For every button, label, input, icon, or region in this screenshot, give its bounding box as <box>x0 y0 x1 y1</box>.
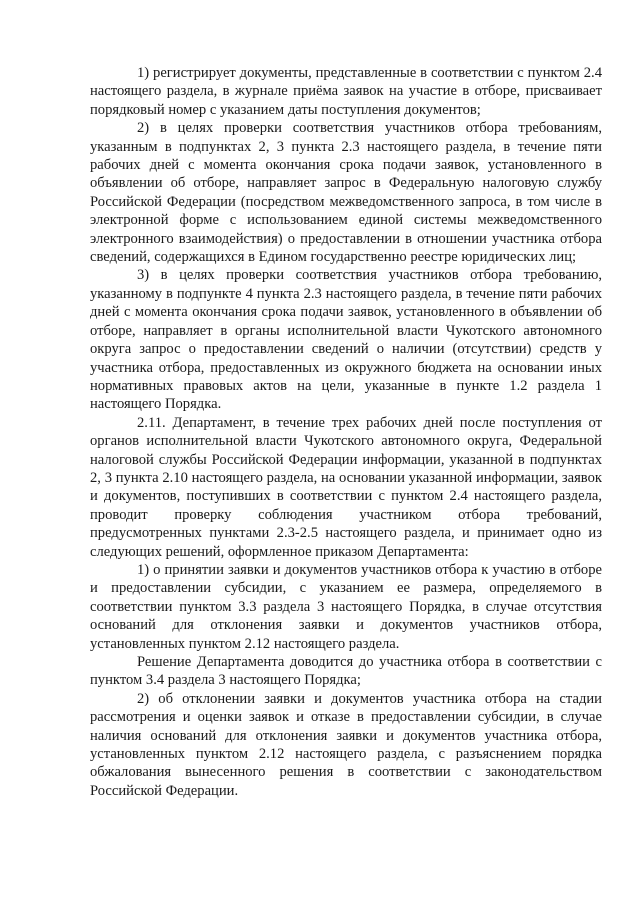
paragraph-section-2-11: 2.11. Департамент, в течение трех рабочих дней после поступления от органов исполнительной власти Чукотского автономного округа, Федеральной налоговой службы Российской Федерации информации, указанной в подпунктах 2, 3 пункта 2.10 настоящего раздела, на основании указанной информации, заявок и документов, поступивших в соответствии с пунктом 2.4 настоящего раздела, проводит проверку соблюдения участником отбора требований, предусмотренных пунктами 2.3-2.5 настоящего раздела, и принимает одно из следующих решений, оформленное приказом Департамента: <box>90 414 602 560</box>
paragraph-item-1: 1) регистрирует документы, представленные в соответствии с пунктом 2.4 настоящего раздела, в журнале приёма заявок на участие в отборе, присваивает порядковый номер с указанием даты поступления документов; <box>90 65 602 118</box>
paragraph-decision-notice: Решение Департамента доводится до участника отбора в соответствии с пунктом 3.4 раздела 3 настоящего Порядка; <box>90 654 602 689</box>
document-body <box>90 64 602 800</box>
paragraph-item-3: 3) в целях проверки соответствия участников отбора требованию, указанному в подпункте 4 пункта 2.3 настоящего раздела, в течение пяти рабочих дней с момента окончания срока подачи заявок, установленного в объявлении об отборе, направляет в органы исполнительной власти Чукотского автономного округа запрос о предоставлении сведений о наличии (отсутствии) средств у участника отбора, предоставленных из окружного бюджета на основании иных нормативных правовых актов на цели, указанные в пункте 1.2 раздела 1 настоящего Порядка. <box>90 267 602 413</box>
paragraph-decision-2: 2) об отклонении заявки и документов участника отбора на стадии рассмотрения и оценки заявок и отказе в предоставлении субсидии, в случае наличия оснований для отклонения заявки и документов участника отбора, установленных пунктом 2.12 настоящего раздела, с разъяснением порядка обжалования вынесенного решения в соответствии с законодательством Российской Федерации. <box>90 690 602 799</box>
paragraph-item-2: 2) в целях проверки соответствия участников отбора требованиям, указанным в подпунктах 2, 3 пункта 2.3 настоящего раздела, в течение пяти рабочих дней с момента окончания срока подачи заявок, установленного в объявлении об отборе, направляет запрос в Федеральную налоговую службу Российской Федерации (посредством межведомственного запроса, в том числе в электронной форме с использованием единой системы межведомственного электронного взаимодействия) о предоставлении в отношении участника отбора сведений, содержащихся в Едином государственно реестре юридических лиц; <box>90 120 602 266</box>
paragraph-decision-1: 1) о принятии заявки и документов участников отбора к участию в отборе и предоставлении субсидии, с указанием ее размера, определяемого в соответствии пунктом 3.3 раздела 3 настоящего Порядка, в случае отсутствия оснований для отклонения заявки и документов участников отбора, установленных пунктом 2.12 настоящего раздела. <box>90 561 602 652</box>
